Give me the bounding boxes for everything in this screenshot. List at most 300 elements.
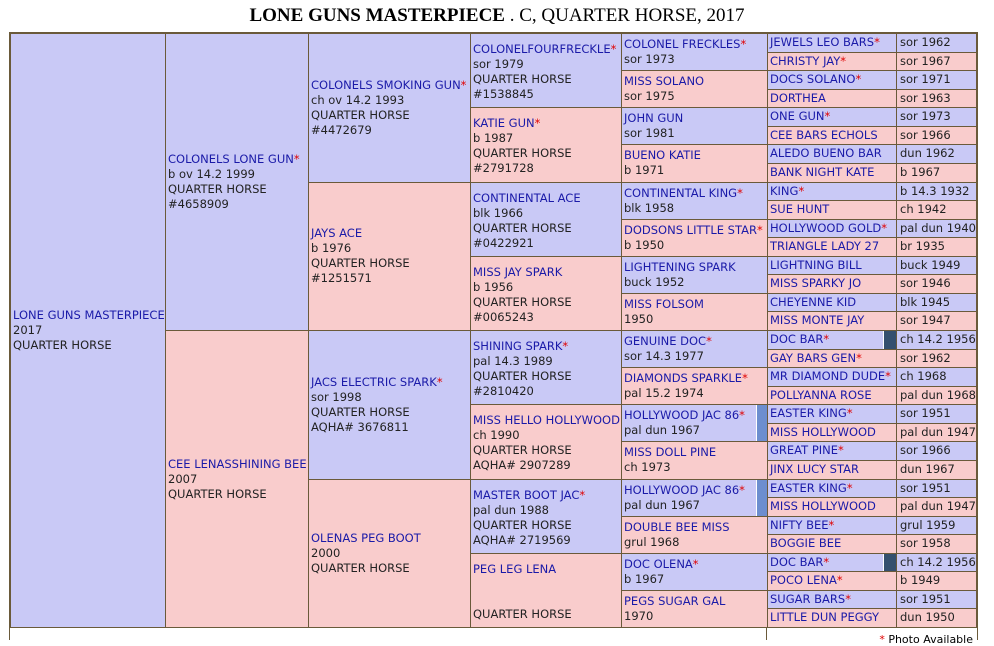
- horse-name-link[interactable]: [311, 531, 468, 546]
- horse-name[interactable]: ONE GUN: [770, 109, 825, 124]
- pedigree-cell-gen6[interactable]: [767, 423, 897, 443]
- horse-name-link[interactable]: [624, 111, 765, 126]
- horse-name[interactable]: JEWELS LEO BARS: [770, 35, 875, 49]
- horse-name[interactable]: PEG LEG LENA: [473, 561, 557, 576]
- horse-detail-cell: [896, 404, 977, 424]
- horse-detail-cell: [896, 590, 977, 610]
- horse-detail-line: QUARTER HORSE: [473, 220, 572, 235]
- horse-name-link[interactable]: [770, 71, 894, 88]
- star-icon: *: [756, 222, 763, 237]
- horse-name[interactable]: BOGGIE BEE: [770, 536, 842, 551]
- horse-name-link[interactable]: [770, 108, 894, 125]
- horse-detail-line: b 1950: [624, 237, 665, 252]
- horse-name[interactable]: EASTER KING: [770, 480, 847, 495]
- pedigree-cell-gen4[interactable]: [470, 479, 622, 554]
- horse-detail-cell: [896, 256, 977, 276]
- star-icon: *: [737, 185, 743, 200]
- horse-name-link[interactable]: [770, 183, 894, 200]
- horse-detail-line: sor 1979: [473, 57, 524, 71]
- horse-detail-line: QUARTER HORSE: [168, 182, 267, 196]
- horse-name-link[interactable]: [624, 594, 765, 609]
- pedigree-cell-gen5[interactable]: [621, 70, 768, 108]
- horse-name[interactable]: MISS MONTE JAY: [770, 313, 865, 328]
- pedigree-cell-gen6[interactable]: [767, 293, 897, 313]
- horse-detail-line: #2810420: [473, 384, 534, 398]
- horse-detail-line: QUARTER HORSE: [473, 517, 572, 532]
- horse-name-link[interactable]: [473, 42, 619, 57]
- horse-name-link[interactable]: [770, 34, 894, 51]
- horse-detail-text: sor 1971: [900, 72, 951, 87]
- pedigree-cell-gen5[interactable]: [621, 107, 768, 145]
- pedigree-cell-gen6[interactable]: [767, 441, 897, 461]
- pedigree-cell-gen6[interactable]: [767, 144, 897, 164]
- horse-name[interactable]: DIAMONDS SPARKLE: [624, 371, 743, 386]
- horse-detail-line: ch ov 14.2 1993: [311, 92, 405, 107]
- horse-name-link[interactable]: [624, 74, 765, 89]
- title-horse-name: LONE GUNS MASTERPIECE: [249, 5, 505, 26]
- horse-name-link[interactable]: [624, 223, 765, 238]
- pedigree-cell-gen6[interactable]: [767, 33, 897, 53]
- horse-name[interactable]: GAY BARS GEN: [770, 350, 857, 365]
- star-icon: *: [562, 339, 569, 353]
- photo-available-marker[interactable]: [756, 405, 767, 441]
- horse-name-link[interactable]: [624, 483, 765, 498]
- horse-name[interactable]: DOC OLENA: [624, 556, 693, 571]
- horse-name[interactable]: BUENO KATIE: [624, 148, 701, 163]
- pedigree-cell-gen6[interactable]: [767, 349, 897, 369]
- horse-name[interactable]: JINX LUCY STAR: [770, 461, 859, 476]
- horse-name-link[interactable]: [770, 127, 894, 144]
- pedigree-cell-gen6[interactable]: [767, 497, 897, 517]
- pedigree-cell-gen1[interactable]: [10, 33, 166, 628]
- horse-name-link[interactable]: [624, 445, 765, 460]
- horse-name[interactable]: JAYS ACE: [311, 226, 363, 241]
- horse-name-link[interactable]: [311, 375, 468, 390]
- horse-name-link[interactable]: [770, 312, 894, 329]
- horse-name[interactable]: POCO LENA: [770, 573, 837, 588]
- horse-detail-line: QUARTER HORSE: [473, 146, 572, 161]
- star-icon: *: [739, 482, 745, 497]
- horse-name-link[interactable]: [770, 461, 894, 478]
- star-icon: *: [692, 556, 699, 571]
- horse-name[interactable]: SHINING SPARK: [473, 339, 563, 353]
- horse-name-link[interactable]: [770, 164, 894, 181]
- horse-detail-line: pal 14.3 1989: [473, 354, 553, 368]
- horse-name[interactable]: DORTHEA: [770, 90, 826, 105]
- horse-name-link[interactable]: [624, 297, 765, 312]
- horse-detail-line: #0422921: [473, 235, 534, 250]
- horse-detail-cell: [896, 70, 977, 90]
- horse-name[interactable]: DOUBLE BEE MISS: [624, 519, 730, 534]
- horse-name-link[interactable]: [624, 557, 765, 572]
- pedigree-cell-gen5[interactable]: [621, 553, 768, 591]
- pedigree-cell-gen3[interactable]: [308, 330, 471, 480]
- horse-name-link[interactable]: [770, 572, 894, 589]
- horse-name[interactable]: MR DIAMOND DUDE: [770, 369, 886, 384]
- horse-name-link[interactable]: [770, 220, 894, 237]
- horse-name-link[interactable]: [473, 339, 619, 354]
- star-icon: *: [293, 152, 300, 166]
- pedigree-chart: [9, 32, 978, 628]
- pedigree-cell-gen6[interactable]: [767, 89, 897, 109]
- horse-detail-line: QUARTER HORSE: [473, 606, 572, 621]
- pedigree-cell-gen6[interactable]: [767, 608, 897, 628]
- horse-name[interactable]: COLONELS SMOKING GUN: [311, 77, 461, 92]
- horse-name-link[interactable]: [624, 148, 765, 163]
- horse-detail-line: AQHA# 3676811: [311, 419, 409, 434]
- pedigree-cell-gen6[interactable]: [767, 256, 897, 276]
- horse-name-link[interactable]: [770, 350, 894, 367]
- pedigree-cell-gen6[interactable]: [767, 590, 897, 610]
- pedigree-cell-gen5[interactable]: [621, 293, 768, 331]
- horse-name-link[interactable]: [624, 37, 765, 52]
- horse-name-link[interactable]: [770, 442, 894, 459]
- horse-detail-text: ch 1942: [900, 202, 947, 217]
- pedigree-cell-gen6[interactable]: [767, 386, 897, 406]
- horse-detail-cell: [896, 534, 977, 554]
- horse-detail-line: pal dun 1967: [624, 423, 700, 438]
- horse-name[interactable]: PEGS SUGAR GAL: [624, 593, 726, 608]
- horse-detail-text: sor 1962: [900, 350, 951, 365]
- horse-name-link[interactable]: [770, 331, 894, 348]
- horse-name[interactable]: COLONELFOURFRECKLE: [473, 42, 611, 56]
- horse-name[interactable]: EASTER KING: [770, 406, 847, 421]
- star-icon: *: [742, 371, 748, 386]
- pedigree-cell-gen6[interactable]: [767, 274, 897, 294]
- pedigree-cell-gen6[interactable]: [767, 534, 897, 554]
- horse-name-link[interactable]: [770, 145, 894, 162]
- horse-name-link[interactable]: [770, 387, 894, 404]
- horse-name[interactable]: GREAT PINE: [770, 443, 839, 458]
- horse-name-link[interactable]: [168, 457, 306, 472]
- star-icon: *: [855, 72, 862, 87]
- horse-detail-line: QUARTER HORSE: [311, 107, 410, 122]
- horse-name[interactable]: TRIANGLE LADY 27: [770, 239, 880, 254]
- star-icon: *: [706, 334, 712, 348]
- horse-detail-text: buck 1949: [900, 257, 961, 272]
- photo-available-marker[interactable]: [883, 331, 896, 349]
- star-icon: *: [838, 443, 844, 458]
- horse-detail-cell: [896, 293, 977, 313]
- horse-detail-line: AQHA# 2719569: [473, 532, 571, 547]
- horse-detail-line: sor 1998: [311, 389, 362, 404]
- pedigree-cell-gen6[interactable]: [767, 460, 897, 480]
- pedigree-cell-gen3[interactable]: [308, 182, 471, 332]
- horse-name[interactable]: HOLLYWOOD JAC 86: [624, 408, 740, 423]
- horse-name[interactable]: MISS FOLSOM: [624, 296, 704, 311]
- horse-detail-cell: [896, 460, 977, 480]
- horse-name[interactable]: SUE HUNT: [770, 202, 830, 217]
- horse-detail-text: pal dun 1968: [900, 387, 976, 402]
- pedigree-cell-gen6[interactable]: [767, 219, 897, 239]
- horse-name-link[interactable]: [770, 554, 894, 571]
- horse-name-link[interactable]: [770, 480, 894, 497]
- horse-name-link[interactable]: [624, 408, 765, 423]
- pedigree-cell-gen3[interactable]: [308, 33, 471, 183]
- horse-name[interactable]: MISS HOLLYWOOD: [770, 499, 876, 514]
- horse-name[interactable]: GENUINE DOC: [624, 334, 707, 348]
- pedigree-cell-gen5[interactable]: [621, 144, 768, 182]
- horse-name[interactable]: ALEDO BUENO BAR: [770, 146, 882, 161]
- horse-name[interactable]: KING: [770, 183, 799, 198]
- pedigree-cell-gen5[interactable]: [621, 404, 768, 442]
- pedigree-cell-gen2[interactable]: [165, 33, 309, 331]
- horse-detail-line: sor 1981: [624, 126, 675, 141]
- pedigree-cell-gen5[interactable]: [621, 590, 768, 628]
- horse-name-link[interactable]: [770, 405, 894, 422]
- star-icon: *: [436, 374, 443, 389]
- pedigree-cell-gen5[interactable]: [621, 367, 768, 405]
- star-icon: *: [823, 332, 830, 346]
- horse-name[interactable]: DOC BAR: [770, 332, 824, 346]
- horse-detail-line: 2007: [168, 471, 198, 486]
- horse-name-link[interactable]: [473, 488, 619, 503]
- horse-name-link[interactable]: [770, 368, 894, 385]
- page-title: [0, 5, 994, 27]
- horse-name[interactable]: CEE BARS ECHOLS: [770, 127, 878, 142]
- horse-detail-line: QUARTER HORSE: [168, 486, 267, 501]
- horse-name-link[interactable]: [168, 152, 306, 167]
- pedigree-cell-gen6[interactable]: [767, 182, 897, 202]
- horse-name[interactable]: LITTLE DUN PEGGY: [770, 610, 879, 625]
- horse-name-link[interactable]: [770, 90, 894, 107]
- horse-detail-text: ch 14.2 1956: [900, 554, 976, 569]
- star-icon: *: [739, 408, 745, 423]
- horse-name-link[interactable]: [624, 371, 765, 386]
- horse-name-link[interactable]: [770, 53, 894, 70]
- horse-detail-line: QUARTER HORSE: [473, 443, 572, 458]
- horse-detail-line: blk 1966: [473, 205, 524, 220]
- pedigree-cell-gen6[interactable]: [767, 516, 897, 536]
- horse-name-link[interactable]: [770, 535, 894, 552]
- photo-available-marker[interactable]: [756, 480, 767, 516]
- horse-name-link[interactable]: [770, 498, 894, 515]
- horse-name[interactable]: JOHN GUN: [624, 111, 684, 126]
- horse-detail-cell: [896, 126, 977, 146]
- pedigree-cell-gen4[interactable]: [470, 256, 622, 331]
- horse-name-link[interactable]: [473, 413, 619, 428]
- horse-detail-cell: [896, 52, 977, 72]
- star-icon: *: [874, 35, 880, 49]
- horse-name-link[interactable]: [473, 265, 619, 280]
- horse-detail-cell: [896, 608, 977, 628]
- horse-name-link[interactable]: [770, 238, 894, 255]
- horse-detail-line: #2791728: [473, 161, 534, 176]
- star-icon: *: [836, 573, 843, 588]
- pedigree-cell-gen6[interactable]: [767, 571, 897, 591]
- horse-detail-line: grul 1968: [624, 534, 680, 549]
- horse-name[interactable]: LIGHTNING BILL: [770, 257, 862, 272]
- horse-name[interactable]: MISS JAY SPARK: [473, 264, 563, 279]
- horse-detail-text: grul 1959: [900, 517, 956, 532]
- horse-name[interactable]: LIGHTENING SPARK: [624, 259, 736, 274]
- horse-name[interactable]: JACS ELECTRIC SPARK: [311, 374, 437, 389]
- horse-detail-line: pal dun 1988: [473, 502, 549, 517]
- horse-detail-line: sor 14.3 1977: [624, 349, 704, 363]
- horse-name-link[interactable]: [624, 334, 765, 349]
- horse-detail-text: dun 1962: [900, 146, 955, 161]
- horse-detail-line: QUARTER HORSE: [473, 72, 572, 86]
- horse-name[interactable]: POLLYANNA ROSE: [770, 387, 872, 402]
- horse-detail-line: blk 1958: [624, 200, 675, 215]
- horse-detail-text: sor 1951: [900, 406, 951, 421]
- pedigree-cell-gen5[interactable]: [621, 256, 768, 294]
- star-icon: *: [846, 480, 853, 495]
- photo-legend-label: Photo Available: [888, 633, 973, 646]
- horse-name-link[interactable]: [770, 591, 894, 608]
- horse-name[interactable]: MASTER BOOT JAC: [473, 487, 580, 502]
- horse-name-link[interactable]: [473, 116, 619, 131]
- horse-name[interactable]: CHRISTY JAY: [770, 53, 841, 68]
- horse-detail-cell: [896, 330, 977, 350]
- horse-detail-cell: [896, 237, 977, 257]
- horse-detail-text: pal dun 1947: [900, 424, 976, 439]
- horse-detail-cell: [896, 311, 977, 331]
- pedigree-cell-gen5[interactable]: [621, 330, 768, 368]
- horse-detail-text: pal dun 1940: [900, 220, 976, 235]
- horse-name[interactable]: DODSONS LITTLE STAR: [624, 222, 757, 237]
- pedigree-cell-gen5[interactable]: [621, 33, 768, 71]
- horse-detail-cell: [896, 200, 977, 220]
- pedigree-cell-gen6[interactable]: [767, 70, 897, 90]
- horse-detail-cell: [896, 182, 977, 202]
- horse-name-link[interactable]: [473, 562, 619, 577]
- horse-name[interactable]: COLONELS LONE GUN: [168, 152, 294, 166]
- horse-name-link[interactable]: [311, 226, 468, 241]
- horse-detail-line: #1538845: [473, 87, 534, 101]
- horse-name[interactable]: CONTINENTAL ACE: [473, 190, 581, 205]
- horse-detail-line: 2017: [13, 323, 43, 337]
- horse-name-link[interactable]: [311, 78, 468, 93]
- horse-name[interactable]: HOLLYWOOD GOLD: [770, 220, 882, 235]
- star-icon: *: [856, 350, 862, 365]
- star-icon: *: [740, 37, 747, 51]
- horse-name-link[interactable]: [624, 520, 765, 535]
- horse-name[interactable]: CHEYENNE KID: [770, 294, 857, 309]
- pedigree-cell-gen6[interactable]: [767, 126, 897, 146]
- horse-detail-line: b 1967: [624, 571, 665, 586]
- horse-detail-text: br 1935: [900, 239, 945, 254]
- horse-name[interactable]: HOLLYWOOD JAC 86: [624, 482, 740, 497]
- horse-detail-line: #4472679: [311, 122, 372, 137]
- horse-detail-line: #1251571: [311, 271, 372, 286]
- pedigree-cell-gen4[interactable]: [470, 182, 622, 257]
- horse-name-link[interactable]: [770, 257, 894, 274]
- horse-name[interactable]: OLENAS PEG BOOT: [311, 530, 421, 545]
- horse-detail-text: sor 1966: [900, 127, 951, 142]
- horse-name-link[interactable]: [624, 260, 765, 275]
- star-icon: *: [534, 116, 541, 131]
- horse-name[interactable]: MISS HOLLYWOOD: [770, 424, 876, 439]
- pedigree-cell-gen6[interactable]: [767, 553, 897, 573]
- pedigree-cell-gen6[interactable]: [767, 330, 897, 350]
- horse-detail-text: b 1949: [900, 573, 941, 588]
- pedigree-cell-gen6[interactable]: [767, 237, 897, 257]
- horse-name[interactable]: DOC BAR: [770, 554, 824, 569]
- horse-detail-text: ch 1968: [900, 369, 947, 384]
- pedigree-cell-gen6[interactable]: [767, 52, 897, 72]
- horse-name-link[interactable]: [770, 517, 894, 534]
- horse-name[interactable]: COLONEL FRECKLES: [624, 37, 741, 51]
- horse-name[interactable]: LONE GUNS MASTERPIECE: [13, 308, 165, 322]
- horse-name-link[interactable]: [770, 294, 894, 311]
- pedigree-cell-gen6[interactable]: [767, 367, 897, 387]
- pedigree-cell-gen4[interactable]: [470, 107, 622, 182]
- horse-name[interactable]: DOCS SOLANO: [770, 72, 856, 87]
- horse-name[interactable]: MISS DOLL PINE: [624, 445, 717, 460]
- star-icon: *: [879, 633, 885, 646]
- horse-name[interactable]: KATIE GUN: [473, 116, 535, 131]
- pedigree-cell-gen5[interactable]: [621, 219, 768, 257]
- footer-divider: [766, 627, 767, 640]
- horse-detail-text: dun 1967: [900, 461, 955, 476]
- horse-name[interactable]: BANK NIGHT KATE: [770, 164, 875, 179]
- pedigree-cell-gen6[interactable]: [767, 163, 897, 183]
- pedigree-cell-gen4[interactable]: [470, 330, 622, 405]
- pedigree-cell-gen6[interactable]: [767, 404, 897, 424]
- pedigree-cell-gen3[interactable]: [308, 479, 471, 629]
- pedigree-cell-gen5[interactable]: [621, 182, 768, 220]
- horse-name[interactable]: CEE LENASSHINING BEE: [168, 456, 307, 471]
- horse-name-link[interactable]: [473, 191, 619, 206]
- star-icon: *: [828, 517, 835, 532]
- horse-detail-text: sor 1947: [900, 313, 951, 328]
- pedigree-cell-gen5[interactable]: [621, 479, 768, 517]
- pedigree-cell-gen6[interactable]: [767, 479, 897, 499]
- pedigree-cell-gen6[interactable]: [767, 107, 897, 127]
- horse-name[interactable]: CONTINENTAL KING: [624, 185, 738, 200]
- horse-detail-cell: [896, 571, 977, 591]
- horse-detail-line: QUARTER HORSE: [13, 338, 112, 352]
- horse-detail-line: sor 1973: [624, 52, 675, 66]
- horse-name-link[interactable]: [770, 424, 894, 441]
- horse-name[interactable]: SUGAR BARS: [770, 591, 846, 606]
- pedigree-cell-gen4[interactable]: [470, 33, 622, 108]
- horse-detail-text: sor 1967: [900, 53, 951, 68]
- pedigree-cell-gen6[interactable]: [767, 311, 897, 331]
- horse-name[interactable]: MISS HELLO HOLLYWOOD: [473, 413, 620, 428]
- horse-name-link[interactable]: [624, 186, 765, 201]
- star-icon: *: [881, 220, 887, 235]
- horse-detail-cell: [896, 349, 977, 369]
- pedigree-cell-gen2[interactable]: [165, 330, 309, 628]
- star-icon: *: [798, 183, 805, 198]
- star-icon: *: [610, 42, 617, 56]
- pedigree-cell-gen5[interactable]: [621, 441, 768, 479]
- horse-detail-line: b 1987: [473, 131, 514, 146]
- horse-detail-cell: [896, 516, 977, 536]
- horse-name-link[interactable]: [770, 609, 894, 626]
- pedigree-cell-gen6[interactable]: [767, 200, 897, 220]
- pedigree-cell-gen4[interactable]: [470, 553, 622, 628]
- horse-name[interactable]: MISS SOLANO: [624, 74, 705, 89]
- horse-name[interactable]: MISS SPARKY JO: [770, 276, 862, 291]
- horse-name-link[interactable]: [13, 308, 163, 323]
- horse-name-link[interactable]: [770, 201, 894, 218]
- star-icon: *: [823, 554, 830, 569]
- horse-detail-text: sor 1958: [900, 536, 951, 551]
- photo-available-marker[interactable]: [883, 554, 896, 572]
- pedigree-cell-gen4[interactable]: [470, 404, 622, 479]
- horse-detail-cell: [896, 89, 977, 109]
- horse-name[interactable]: NIFTY BEE: [770, 517, 829, 532]
- pedigree-cell-gen5[interactable]: [621, 516, 768, 554]
- horse-detail-line: ch 1990: [473, 428, 520, 443]
- star-icon: *: [885, 369, 891, 384]
- horse-name-link[interactable]: [770, 275, 894, 292]
- horse-detail-line: QUARTER HORSE: [473, 369, 572, 383]
- horse-detail-cell: [896, 386, 977, 406]
